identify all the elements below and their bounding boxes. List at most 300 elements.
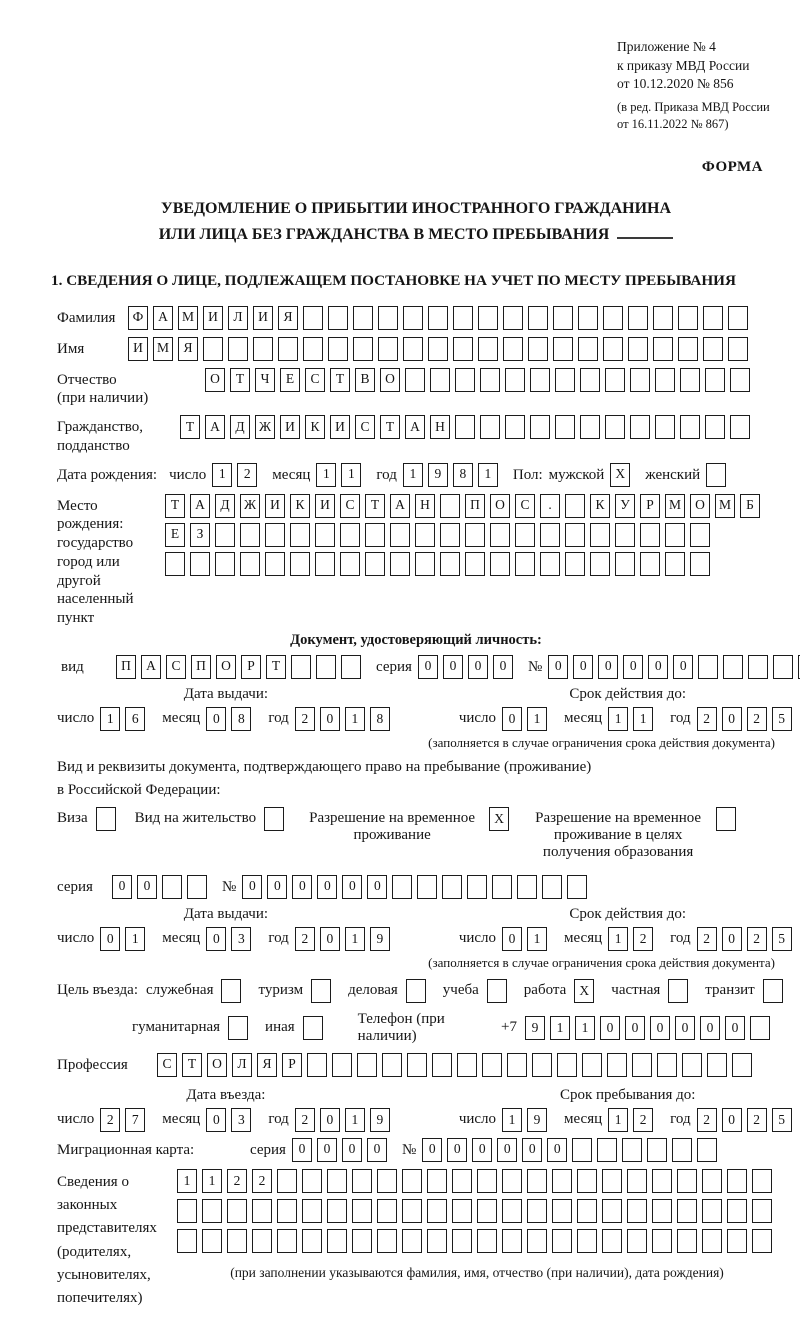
profession-cells-cell[interactable] — [407, 1053, 427, 1077]
legal-row1-cells-cell[interactable] — [302, 1169, 322, 1193]
birthplace-cells-row2-cell[interactable] — [415, 523, 435, 547]
legal-row2-cells-cell[interactable] — [752, 1199, 772, 1223]
citizenship-cells-cell[interactable] — [580, 415, 600, 439]
entry-arrival-year-cell[interactable]: 0 — [320, 1108, 340, 1132]
identity-validity-day-cell[interactable]: 1 — [527, 707, 547, 731]
legal-row2-cells-cell[interactable] — [402, 1199, 422, 1223]
identity-type-cells-cell[interactable]: П — [191, 655, 211, 679]
birthplace-cells-row3-cell[interactable] — [215, 552, 235, 576]
birthplace-cells-row1-cell[interactable]: М — [665, 494, 685, 518]
birthplace-cells-row2-cell[interactable]: З — [190, 523, 210, 547]
identity-number-cells-cell[interactable] — [723, 655, 743, 679]
firstname-cells-cell[interactable] — [653, 337, 673, 361]
firstname-cells-cell[interactable] — [578, 337, 598, 361]
legal-row1-cells-cell[interactable] — [677, 1169, 697, 1193]
legal-row2-cells-cell[interactable] — [177, 1199, 197, 1223]
birthplace-cells-row1-cell[interactable]: П — [465, 494, 485, 518]
residence-issue-year-cell[interactable]: 0 — [320, 927, 340, 951]
legal-row2-cells-cell[interactable] — [727, 1199, 747, 1223]
surname-cells-cell[interactable] — [378, 306, 398, 330]
legal-row2-cells-cell[interactable] — [702, 1199, 722, 1223]
birthplace-cells-row3-cell[interactable] — [690, 552, 710, 576]
legal-row1-cells-cell[interactable] — [652, 1169, 672, 1193]
phone-cells-cell[interactable] — [750, 1016, 770, 1040]
citizenship-cells-cell[interactable] — [530, 415, 550, 439]
patronymic-cells-cell[interactable]: Т — [230, 368, 250, 392]
legal-row2-cells-cell[interactable] — [602, 1199, 622, 1223]
citizenship-cells-cell[interactable] — [455, 415, 475, 439]
birthplace-cells-row3-cell[interactable] — [665, 552, 685, 576]
identity-issue-year-cell[interactable]: 0 — [320, 707, 340, 731]
entry-arrival-year-cell[interactable]: 1 — [345, 1108, 365, 1132]
surname-cells-cell[interactable] — [653, 306, 673, 330]
birthplace-cells-row3-cell[interactable] — [590, 552, 610, 576]
firstname-cells-cell[interactable]: И — [128, 337, 148, 361]
phone-cells-cell[interactable]: 0 — [625, 1016, 645, 1040]
entry-stay-year-cell[interactable]: 2 — [747, 1108, 767, 1132]
identity-number-cells-cell[interactable] — [698, 655, 718, 679]
legal-row3-cells-cell[interactable] — [502, 1229, 522, 1253]
citizenship-cells-cell[interactable]: К — [305, 415, 325, 439]
legal-row2-cells-cell[interactable] — [252, 1199, 272, 1223]
legal-row1-cells-cell[interactable] — [502, 1169, 522, 1193]
birthplace-cells-row2-cell[interactable] — [665, 523, 685, 547]
legal-row1-cells-cell[interactable] — [377, 1169, 397, 1193]
legal-row2-cells-cell[interactable] — [652, 1199, 672, 1223]
legal-row1-cells-cell[interactable] — [402, 1169, 422, 1193]
firstname-cells-cell[interactable] — [203, 337, 223, 361]
identity-validity-year-cell[interactable]: 5 — [772, 707, 792, 731]
surname-cells-cell[interactable] — [578, 306, 598, 330]
residence-issue-day-cell[interactable]: 1 — [125, 927, 145, 951]
migration-number-cells-cell[interactable] — [647, 1138, 667, 1162]
residence-issue-day-cell[interactable]: 0 — [100, 927, 120, 951]
purpose-private-checkbox-cell[interactable] — [668, 979, 688, 1003]
profession-cells-cell[interactable] — [707, 1053, 727, 1077]
birthdate-year-cells-cell[interactable]: 1 — [478, 463, 498, 487]
identity-type-cells-cell[interactable]: О — [216, 655, 236, 679]
entry-stay-day-cell[interactable]: 9 — [527, 1108, 547, 1132]
legal-row1-cells-cell[interactable]: 1 — [202, 1169, 222, 1193]
legal-row1-cells-cell[interactable]: 2 — [252, 1169, 272, 1193]
surname-cells-cell[interactable] — [428, 306, 448, 330]
patronymic-cells-cell[interactable]: Ч — [255, 368, 275, 392]
residence-issue-month-cell[interactable]: 0 — [206, 927, 226, 951]
birthplace-cells-row2-cell[interactable] — [490, 523, 510, 547]
phone-cells-cell[interactable]: 0 — [675, 1016, 695, 1040]
migration-number-cells-cell[interactable] — [572, 1138, 592, 1162]
birthplace-cells-row1-cell[interactable]: Т — [165, 494, 185, 518]
phone-cells-cell[interactable]: 0 — [600, 1016, 620, 1040]
identity-series-cells-cell[interactable]: 0 — [493, 655, 513, 679]
identity-validity-year-cell[interactable]: 2 — [747, 707, 767, 731]
firstname-cells-cell[interactable] — [478, 337, 498, 361]
birthdate-day-cells-cell[interactable]: 1 — [212, 463, 232, 487]
firstname-cells-cell[interactable] — [628, 337, 648, 361]
migration-series-cells-cell[interactable]: 0 — [367, 1138, 387, 1162]
residence-number-cells-cell[interactable] — [492, 875, 512, 899]
residence-issue-year-cell[interactable]: 9 — [370, 927, 390, 951]
legal-row1-cells-cell[interactable]: 1 — [177, 1169, 197, 1193]
patronymic-cells-cell[interactable] — [630, 368, 650, 392]
patronymic-cells-cell[interactable]: О — [380, 368, 400, 392]
birthplace-cells-row2-cell[interactable] — [615, 523, 635, 547]
identity-issue-year-cell[interactable]: 8 — [370, 707, 390, 731]
identity-issue-day-cell[interactable]: 1 — [100, 707, 120, 731]
profession-cells-cell[interactable] — [732, 1053, 752, 1077]
phone-cells-cell[interactable]: 0 — [650, 1016, 670, 1040]
residence-series-cells-cell[interactable] — [187, 875, 207, 899]
citizenship-cells-cell[interactable]: А — [405, 415, 425, 439]
legal-row2-cells-cell[interactable] — [552, 1199, 572, 1223]
legal-row3-cells-cell[interactable] — [602, 1229, 622, 1253]
legal-row3-cells-cell[interactable] — [752, 1229, 772, 1253]
entry-stay-year-cell[interactable]: 2 — [697, 1108, 717, 1132]
legal-row1-cells-cell[interactable] — [602, 1169, 622, 1193]
legal-row3-cells-cell[interactable] — [727, 1229, 747, 1253]
migration-series-cells-cell[interactable]: 0 — [317, 1138, 337, 1162]
birthplace-cells-row1-cell[interactable]: И — [265, 494, 285, 518]
residence-series-cells-cell[interactable]: 0 — [137, 875, 157, 899]
migration-number-cells-cell[interactable]: 0 — [497, 1138, 517, 1162]
legal-row3-cells-cell[interactable] — [202, 1229, 222, 1253]
profession-cells-cell[interactable] — [557, 1053, 577, 1077]
citizenship-cells-cell[interactable]: Т — [380, 415, 400, 439]
firstname-cells-cell[interactable] — [228, 337, 248, 361]
birthplace-cells-row2-cell[interactable] — [540, 523, 560, 547]
legal-row2-cells-cell[interactable] — [577, 1199, 597, 1223]
birthdate-month-cells-cell[interactable]: 1 — [341, 463, 361, 487]
citizenship-cells-cell[interactable] — [655, 415, 675, 439]
profession-cells-cell[interactable] — [657, 1053, 677, 1077]
option-temp-residence-checkbox-cell[interactable]: X — [489, 807, 509, 831]
option-residence-permit-checkbox-cell[interactable] — [264, 807, 284, 831]
profession-cells-cell[interactable]: Л — [232, 1053, 252, 1077]
identity-number-cells-cell[interactable]: 0 — [598, 655, 618, 679]
legal-row3-cells-cell[interactable] — [277, 1229, 297, 1253]
patronymic-cells-cell[interactable]: В — [355, 368, 375, 392]
residence-number-cells-cell[interactable] — [542, 875, 562, 899]
residence-number-cells-cell[interactable] — [417, 875, 437, 899]
birthplace-cells-row3-cell[interactable] — [565, 552, 585, 576]
surname-cells-cell[interactable] — [528, 306, 548, 330]
surname-cells-cell[interactable]: А — [153, 306, 173, 330]
migration-series-cells-cell[interactable]: 0 — [292, 1138, 312, 1162]
surname-cells-cell[interactable] — [678, 306, 698, 330]
entry-arrival-year-cell[interactable]: 9 — [370, 1108, 390, 1132]
firstname-cells-cell[interactable] — [503, 337, 523, 361]
birthplace-cells-row1-cell[interactable]: А — [390, 494, 410, 518]
firstname-cells-cell[interactable] — [378, 337, 398, 361]
phone-cells-cell[interactable]: 0 — [700, 1016, 720, 1040]
legal-row3-cells-cell[interactable] — [677, 1229, 697, 1253]
citizenship-cells-cell[interactable] — [480, 415, 500, 439]
birthplace-cells-row3-cell[interactable] — [515, 552, 535, 576]
legal-row1-cells-cell[interactable] — [577, 1169, 597, 1193]
legal-row3-cells-cell[interactable] — [302, 1229, 322, 1253]
patronymic-cells-cell[interactable] — [555, 368, 575, 392]
firstname-cells-cell[interactable]: М — [153, 337, 173, 361]
birthplace-cells-row1-cell[interactable]: И — [315, 494, 335, 518]
identity-validity-year-cell[interactable]: 2 — [697, 707, 717, 731]
birthplace-cells-row3-cell[interactable] — [165, 552, 185, 576]
birthplace-cells-row1-cell[interactable]: Д — [215, 494, 235, 518]
firstname-cells-cell[interactable] — [278, 337, 298, 361]
identity-type-cells-cell[interactable]: С — [166, 655, 186, 679]
citizenship-cells-cell[interactable]: Ж — [255, 415, 275, 439]
option-visa-checkbox-cell[interactable] — [96, 807, 116, 831]
birthplace-cells-row3-cell[interactable] — [265, 552, 285, 576]
firstname-cells-cell[interactable] — [428, 337, 448, 361]
birthplace-cells-row3-cell[interactable] — [415, 552, 435, 576]
birthplace-cells-row2-cell[interactable]: Е — [165, 523, 185, 547]
patronymic-cells-cell[interactable] — [730, 368, 750, 392]
firstname-cells-cell[interactable] — [678, 337, 698, 361]
birthplace-cells-row3-cell[interactable] — [390, 552, 410, 576]
identity-issue-month-cell[interactable]: 8 — [231, 707, 251, 731]
birthplace-cells-row2-cell[interactable] — [690, 523, 710, 547]
birthplace-cells-row2-cell[interactable] — [215, 523, 235, 547]
legal-row1-cells-cell[interactable] — [727, 1169, 747, 1193]
citizenship-cells-cell[interactable]: Т — [180, 415, 200, 439]
birthplace-cells-row3-cell[interactable] — [365, 552, 385, 576]
residence-validity-year-cell[interactable]: 5 — [772, 927, 792, 951]
legal-row1-cells-cell[interactable]: 2 — [227, 1169, 247, 1193]
legal-row2-cells-cell[interactable] — [502, 1199, 522, 1223]
firstname-cells-cell[interactable] — [353, 337, 373, 361]
patronymic-cells-cell[interactable] — [605, 368, 625, 392]
legal-row1-cells-cell[interactable] — [527, 1169, 547, 1193]
surname-cells-cell[interactable] — [353, 306, 373, 330]
legal-row2-cells-cell[interactable] — [277, 1199, 297, 1223]
birthplace-cells-row1-cell[interactable]: А — [190, 494, 210, 518]
identity-issue-day-cell[interactable]: 6 — [125, 707, 145, 731]
legal-row3-cells-cell[interactable] — [402, 1229, 422, 1253]
surname-cells-cell[interactable] — [478, 306, 498, 330]
firstname-cells-cell[interactable] — [403, 337, 423, 361]
legal-row3-cells-cell[interactable] — [427, 1229, 447, 1253]
citizenship-cells-cell[interactable]: С — [355, 415, 375, 439]
profession-cells-cell[interactable] — [457, 1053, 477, 1077]
phone-cells-cell[interactable]: 1 — [550, 1016, 570, 1040]
migration-number-cells-cell[interactable]: 0 — [447, 1138, 467, 1162]
identity-series-cells-cell[interactable]: 0 — [443, 655, 463, 679]
legal-row2-cells-cell[interactable] — [427, 1199, 447, 1223]
legal-row2-cells-cell[interactable] — [452, 1199, 472, 1223]
identity-validity-month-cell[interactable]: 1 — [608, 707, 628, 731]
identity-validity-year-cell[interactable]: 0 — [722, 707, 742, 731]
surname-cells-cell[interactable] — [328, 306, 348, 330]
patronymic-cells-cell[interactable] — [530, 368, 550, 392]
legal-row3-cells-cell[interactable] — [552, 1229, 572, 1253]
legal-row1-cells-cell[interactable] — [752, 1169, 772, 1193]
birthplace-cells-row3-cell[interactable] — [340, 552, 360, 576]
residence-validity-year-cell[interactable]: 0 — [722, 927, 742, 951]
birthplace-cells-row1-cell[interactable] — [440, 494, 460, 518]
citizenship-cells-cell[interactable]: И — [280, 415, 300, 439]
residence-validity-year-cell[interactable]: 2 — [747, 927, 767, 951]
migration-series-cells-cell[interactable]: 0 — [342, 1138, 362, 1162]
citizenship-cells-cell[interactable] — [555, 415, 575, 439]
legal-row3-cells-cell[interactable] — [527, 1229, 547, 1253]
legal-row3-cells-cell[interactable] — [352, 1229, 372, 1253]
birthplace-cells-row3-cell[interactable] — [490, 552, 510, 576]
residence-number-cells-cell[interactable] — [442, 875, 462, 899]
birthplace-cells-row2-cell[interactable] — [515, 523, 535, 547]
birthdate-day-cells-cell[interactable]: 2 — [237, 463, 257, 487]
legal-row1-cells-cell[interactable] — [352, 1169, 372, 1193]
legal-row3-cells-cell[interactable] — [227, 1229, 247, 1253]
surname-cells-cell[interactable] — [553, 306, 573, 330]
residence-number-cells-cell[interactable] — [467, 875, 487, 899]
residence-issue-month-cell[interactable]: 3 — [231, 927, 251, 951]
profession-cells-cell[interactable] — [507, 1053, 527, 1077]
legal-row3-cells-cell[interactable] — [452, 1229, 472, 1253]
identity-type-cells-cell[interactable]: А — [141, 655, 161, 679]
entry-stay-year-cell[interactable]: 0 — [722, 1108, 742, 1132]
residence-number-cells-cell[interactable]: 0 — [342, 875, 362, 899]
birthplace-cells-row1-cell[interactable]: У — [615, 494, 635, 518]
purpose-business-checkbox-cell[interactable] — [406, 979, 426, 1003]
identity-series-cells-cell[interactable]: 0 — [418, 655, 438, 679]
residence-validity-month-cell[interactable]: 2 — [633, 927, 653, 951]
migration-number-cells-cell[interactable]: 0 — [522, 1138, 542, 1162]
birthplace-cells-row1-cell[interactable]: . — [540, 494, 560, 518]
entry-stay-day-cell[interactable]: 1 — [502, 1108, 522, 1132]
identity-series-cells-cell[interactable]: 0 — [468, 655, 488, 679]
patronymic-cells-cell[interactable]: С — [305, 368, 325, 392]
birthplace-cells-row1-cell[interactable]: С — [515, 494, 535, 518]
migration-number-cells-cell[interactable] — [697, 1138, 717, 1162]
identity-type-cells-cell[interactable]: Р — [241, 655, 261, 679]
firstname-cells-cell[interactable] — [528, 337, 548, 361]
surname-cells-cell[interactable] — [703, 306, 723, 330]
entry-arrival-month-cell[interactable]: 0 — [206, 1108, 226, 1132]
firstname-cells-cell[interactable] — [253, 337, 273, 361]
entry-stay-year-cell[interactable]: 5 — [772, 1108, 792, 1132]
profession-cells-cell[interactable]: Р — [282, 1053, 302, 1077]
citizenship-cells-cell[interactable]: А — [205, 415, 225, 439]
sex-male-checkbox-cell[interactable]: X — [610, 463, 630, 487]
birthdate-month-cells-cell[interactable]: 1 — [316, 463, 336, 487]
profession-cells-cell[interactable] — [607, 1053, 627, 1077]
legal-row1-cells-cell[interactable] — [477, 1169, 497, 1193]
birthplace-cells-row2-cell[interactable] — [565, 523, 585, 547]
legal-row2-cells-cell[interactable] — [352, 1199, 372, 1223]
firstname-cells-cell[interactable] — [453, 337, 473, 361]
profession-cells-cell[interactable] — [307, 1053, 327, 1077]
legal-row3-cells-cell[interactable] — [652, 1229, 672, 1253]
identity-number-cells-cell[interactable]: 0 — [548, 655, 568, 679]
birthplace-cells-row3-cell[interactable] — [290, 552, 310, 576]
citizenship-cells-cell[interactable]: Н — [430, 415, 450, 439]
legal-row2-cells-cell[interactable] — [202, 1199, 222, 1223]
birthplace-cells-row2-cell[interactable] — [340, 523, 360, 547]
legal-row2-cells-cell[interactable] — [302, 1199, 322, 1223]
patronymic-cells-cell[interactable] — [480, 368, 500, 392]
birthplace-cells-row1-cell[interactable]: К — [590, 494, 610, 518]
firstname-cells-cell[interactable] — [303, 337, 323, 361]
birthplace-cells-row3-cell[interactable] — [640, 552, 660, 576]
legal-row3-cells-cell[interactable] — [702, 1229, 722, 1253]
phone-cells-cell[interactable]: 9 — [525, 1016, 545, 1040]
migration-number-cells-cell[interactable] — [597, 1138, 617, 1162]
legal-row3-cells-cell[interactable] — [577, 1229, 597, 1253]
patronymic-cells-cell[interactable]: О — [205, 368, 225, 392]
phone-cells-cell[interactable]: 1 — [575, 1016, 595, 1040]
purpose-study-checkbox-cell[interactable] — [487, 979, 507, 1003]
identity-validity-day-cell[interactable]: 0 — [502, 707, 522, 731]
patronymic-cells-cell[interactable] — [505, 368, 525, 392]
surname-cells-cell[interactable]: Ф — [128, 306, 148, 330]
residence-number-cells-cell[interactable]: 0 — [267, 875, 287, 899]
sex-female-checkbox-cell[interactable] — [706, 463, 726, 487]
birthplace-cells-row1-cell[interactable]: Б — [740, 494, 760, 518]
purpose-transit-checkbox-cell[interactable] — [763, 979, 783, 1003]
legal-row3-cells-cell[interactable] — [177, 1229, 197, 1253]
profession-cells-cell[interactable] — [632, 1053, 652, 1077]
residence-number-cells-cell[interactable] — [392, 875, 412, 899]
residence-number-cells-cell[interactable] — [567, 875, 587, 899]
patronymic-cells-cell[interactable] — [680, 368, 700, 392]
patronymic-cells-cell[interactable]: Т — [330, 368, 350, 392]
birthplace-cells-row2-cell[interactable] — [590, 523, 610, 547]
residence-issue-year-cell[interactable]: 2 — [295, 927, 315, 951]
surname-cells-cell[interactable] — [453, 306, 473, 330]
identity-type-cells-cell[interactable]: П — [116, 655, 136, 679]
profession-cells-cell[interactable] — [357, 1053, 377, 1077]
legal-row2-cells-cell[interactable] — [627, 1199, 647, 1223]
surname-cells-cell[interactable] — [403, 306, 423, 330]
residence-validity-year-cell[interactable]: 2 — [697, 927, 717, 951]
legal-row3-cells-cell[interactable] — [377, 1229, 397, 1253]
purpose-official-checkbox-cell[interactable] — [221, 979, 241, 1003]
birthplace-cells-row2-cell[interactable] — [640, 523, 660, 547]
surname-cells-cell[interactable] — [303, 306, 323, 330]
surname-cells-cell[interactable]: И — [253, 306, 273, 330]
surname-cells-cell[interactable]: И — [203, 306, 223, 330]
birthplace-cells-row1-cell[interactable]: М — [715, 494, 735, 518]
legal-row1-cells-cell[interactable] — [327, 1169, 347, 1193]
citizenship-cells-cell[interactable]: И — [330, 415, 350, 439]
legal-row2-cells-cell[interactable] — [227, 1199, 247, 1223]
firstname-cells-cell[interactable] — [703, 337, 723, 361]
residence-series-cells-cell[interactable] — [162, 875, 182, 899]
phone-cells-cell[interactable]: 0 — [725, 1016, 745, 1040]
option-temp-residence-education-checkbox-cell[interactable] — [716, 807, 736, 831]
birthplace-cells-row3-cell[interactable] — [240, 552, 260, 576]
patronymic-cells-cell[interactable] — [655, 368, 675, 392]
surname-cells-cell[interactable]: Л — [228, 306, 248, 330]
identity-number-cells-cell[interactable]: 0 — [623, 655, 643, 679]
birthplace-cells-row1-cell[interactable]: О — [490, 494, 510, 518]
migration-number-cells-cell[interactable]: 0 — [547, 1138, 567, 1162]
legal-row3-cells-cell[interactable] — [252, 1229, 272, 1253]
birthplace-cells-row3-cell[interactable] — [540, 552, 560, 576]
entry-arrival-day-cell[interactable]: 2 — [100, 1108, 120, 1132]
entry-stay-month-cell[interactable]: 2 — [633, 1108, 653, 1132]
surname-cells-cell[interactable] — [503, 306, 523, 330]
birthplace-cells-row2-cell[interactable] — [440, 523, 460, 547]
citizenship-cells-cell[interactable] — [505, 415, 525, 439]
birthplace-cells-row2-cell[interactable] — [365, 523, 385, 547]
surname-cells-cell[interactable] — [728, 306, 748, 330]
profession-cells-cell[interactable]: С — [157, 1053, 177, 1077]
birthplace-cells-row2-cell[interactable] — [290, 523, 310, 547]
profession-cells-cell[interactable] — [432, 1053, 452, 1077]
legal-row2-cells-cell[interactable] — [677, 1199, 697, 1223]
identity-issue-year-cell[interactable]: 1 — [345, 707, 365, 731]
